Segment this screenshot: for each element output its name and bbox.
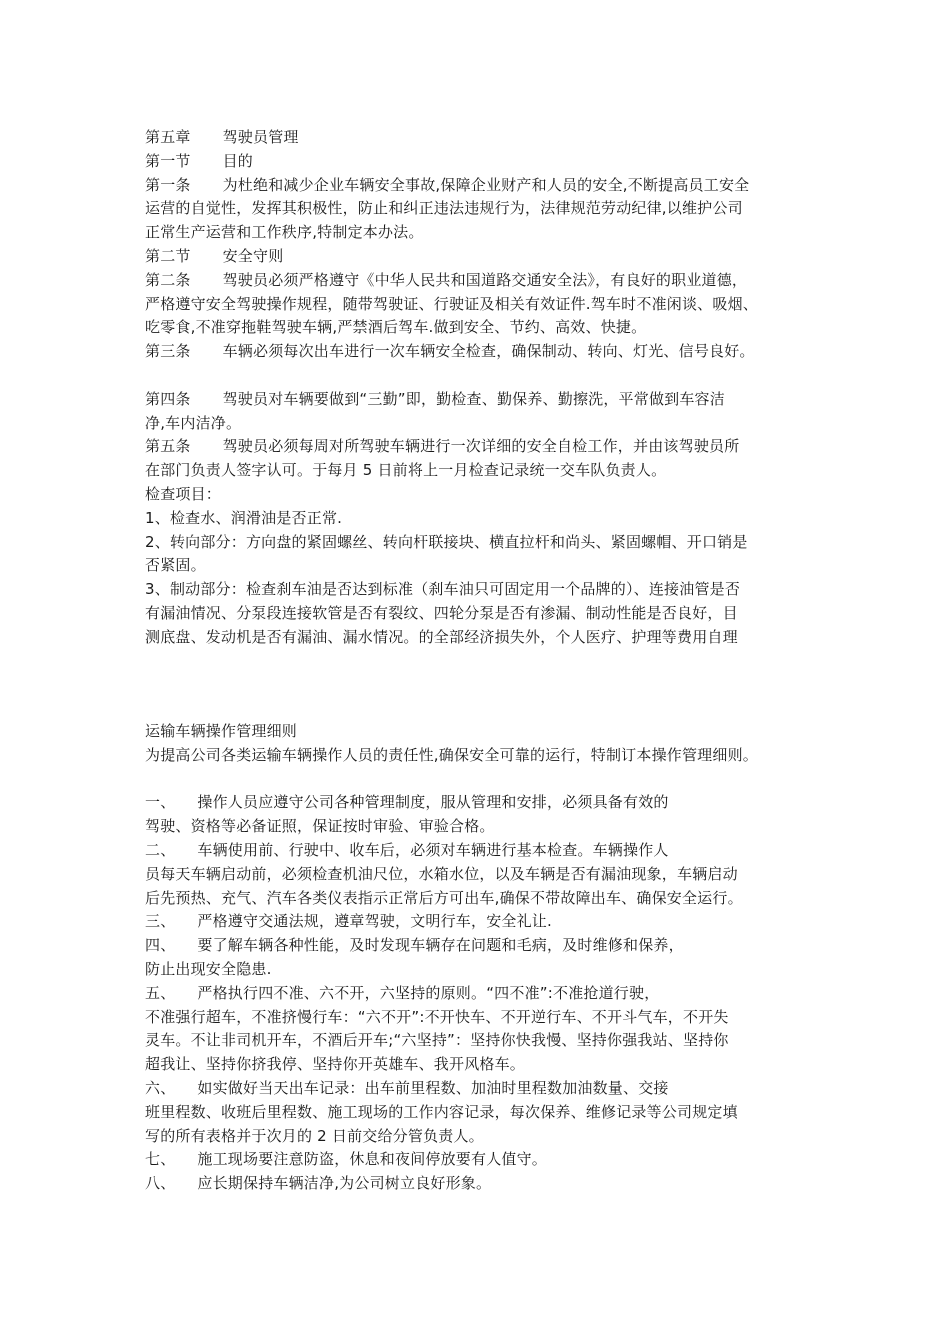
line-text: 驾驶员管理 (222, 128, 299, 146)
line-label: 第二节 (145, 246, 191, 265)
text-line (145, 768, 825, 792)
line-text: 驾驶员对车辆要做到“三勤”即，勤检查、勤保养、勤擦洗，平常做到车容洁 (222, 389, 725, 408)
line-label: 二、 (145, 840, 176, 859)
line-text: 严格遵守交通法规，遵章驾驶，文明行车，安全礼让. (197, 912, 552, 931)
line-label: 八、 (145, 1174, 176, 1193)
line-text: 施工现场要注意防盗，休息和夜间停放要有人值守。 (197, 1150, 548, 1169)
line-label: 第五章 (145, 128, 191, 146)
text-line (145, 839, 825, 863)
line-text: 操作人员应遵守公司各种管理制度，服从管理和安排，必须具备有效的 (197, 793, 669, 812)
text-line: 吃零食,不准穿拖鞋驾驶车辆,严禁酒后驾车.做到安全、节约、高效、快捷。 (145, 318, 647, 337)
text-line (145, 791, 825, 815)
text-line: 防止出现安全隐患. (145, 959, 272, 978)
line-text: 如实做好当天出车记录：出车前里程数、加油时里程数加油数量、交接 (197, 1078, 669, 1097)
text-line (145, 1172, 825, 1196)
text-line: 否紧固。 (145, 556, 206, 575)
line-label: 第二条 (145, 270, 191, 289)
text-line: 不准强行超车，不准挤慢行车：“六不开”:不开快车、不开逆行车、不开斗气车，不开失 (145, 1007, 729, 1026)
text-line: 3、制动部分：检查刹车油是否达到标准（刹车油只可固定用一个品牌的）、连接油管是否 (145, 580, 741, 599)
line-label: 第一节 (145, 151, 191, 170)
text-line (145, 1148, 825, 1172)
text-line (145, 388, 825, 412)
text-line (145, 982, 825, 1006)
text-line: 写的所有表格并于次月的 2 日前交给分管负责人。 (145, 1126, 484, 1145)
text-line (145, 1077, 825, 1101)
text-line (145, 435, 825, 459)
line-label: 三、 (145, 912, 176, 931)
text-line (145, 340, 825, 364)
text-line: 1、检查水、润滑油是否正常. (145, 508, 343, 527)
line-text: 要了解车辆各种性能，及时发现车辆存在问题和毛病，及时维修和保养， (197, 936, 684, 955)
text-line (145, 910, 825, 934)
text-line: 灵车。不让非司机开车，不酒后开车;“六坚持”：坚持你快我慢、坚持你强我站、坚持你 (145, 1031, 729, 1050)
text-line (145, 126, 825, 150)
line-text: 严格执行四不准、六不开，六坚持的原则。“四不准”:不准抢道行驶， (197, 983, 660, 1002)
text-line: 2、转向部分：方向盘的紧固螺丝、转向杆联接块、横直拉杆和尚头、紧固螺帽、开口销是 (145, 532, 748, 551)
line-text: 车辆必须每次出车进行一次车辆安全检查，确保制动、转向、灯光、信号良好。 (222, 342, 755, 361)
text-line: 运输车辆操作管理细则 (145, 722, 298, 740)
line-label: 六、 (145, 1078, 176, 1097)
text-line: 正常生产运营和工作秩序,特制定本办法。 (145, 223, 424, 242)
line-label: 第三条 (145, 342, 191, 361)
text-line: 检查项目： (145, 484, 222, 503)
line-text: 应长期保持车辆洁净,为公司树立良好形象。 (197, 1174, 492, 1193)
text-line: 运营的自觉性，发挥其积极性，防止和纠正违法违规行为，法律规范劳动纪律,以维护公司 (145, 199, 743, 218)
text-line: 在部门负责人签字认可。于每月 5 日前将上一月检查记录统一交车队负责人。 (145, 461, 667, 480)
text-line (145, 364, 825, 388)
text-line (145, 150, 825, 174)
text-line: 测底盘、发动机是否有漏油、漏水情况。的全部经济损失外，个人医疗、护理等费用自理 (145, 627, 738, 646)
vehicle-operation-rules-section (145, 720, 825, 1196)
line-label: 七、 (145, 1150, 176, 1169)
line-label: 第一条 (145, 175, 191, 194)
line-text: 安全守则 (222, 246, 284, 265)
text-line: 驾驶、资格等必备证照，保证按时审验、审验合格。 (145, 817, 495, 836)
text-line: 为提高公司各类运输车辆操作人员的责任性,确保安全可靠的运行，特制订本操作管理细则。 (145, 745, 758, 764)
text-line (145, 934, 825, 958)
text-line: 净,车内洁净。 (145, 413, 242, 432)
text-line: 员每天车辆启动前，必须检查机油尺位，水箱水位，以及车辆是否有漏油现象，车辆启动 (145, 864, 738, 883)
line-label: 第四条 (145, 389, 191, 408)
text-line: 有漏油情况、分泵段连接软管是否有裂纹、四轮分泵是否有渗漏、制动性能是否良好，目 (145, 603, 738, 622)
text-line: 超我让、坚持你挤我停、坚持你开英雄车、我开风格车。 (145, 1055, 526, 1074)
line-text: 驾驶员必须每周对所驾驶车辆进行一次详细的安全自检工作，并由该驾驶员所 (222, 437, 740, 456)
line-label: 一、 (145, 793, 176, 812)
driver-management-section (145, 126, 825, 650)
text-line (145, 245, 825, 269)
text-line: 后先预热、充气、汽车各类仪表指示正常后方可出车,确保不带故障出车、确保安全运行。 (145, 888, 743, 907)
line-text: 为杜绝和减少企业车辆安全事故,保障企业财产和人员的安全,不断提高员工安全 (222, 175, 750, 194)
line-text: 车辆使用前、行驶中、收车后，必须对车辆进行基本检查。车辆操作人 (197, 840, 669, 859)
line-label: 四、 (145, 936, 176, 955)
text-line (145, 269, 825, 293)
line-label: 第五条 (145, 437, 191, 456)
line-text: 目的 (222, 151, 254, 170)
line-label: 五、 (145, 983, 176, 1002)
text-line: 班里程数、收班后里程数、施工现场的工作内容记录，每次保养、维修记录等公司规定填 (145, 1102, 738, 1121)
line-text: 驾驶员必须严格遵守《中华人民共和国道路交通安全法》，有良好的职业道德， (222, 270, 748, 289)
text-line: 严格遵守安全驾驶操作规程，随带驾驶证、行驶证及相关有效证件.驾车时不准闲谈、吸烟、 (145, 294, 758, 313)
text-line (145, 174, 825, 198)
